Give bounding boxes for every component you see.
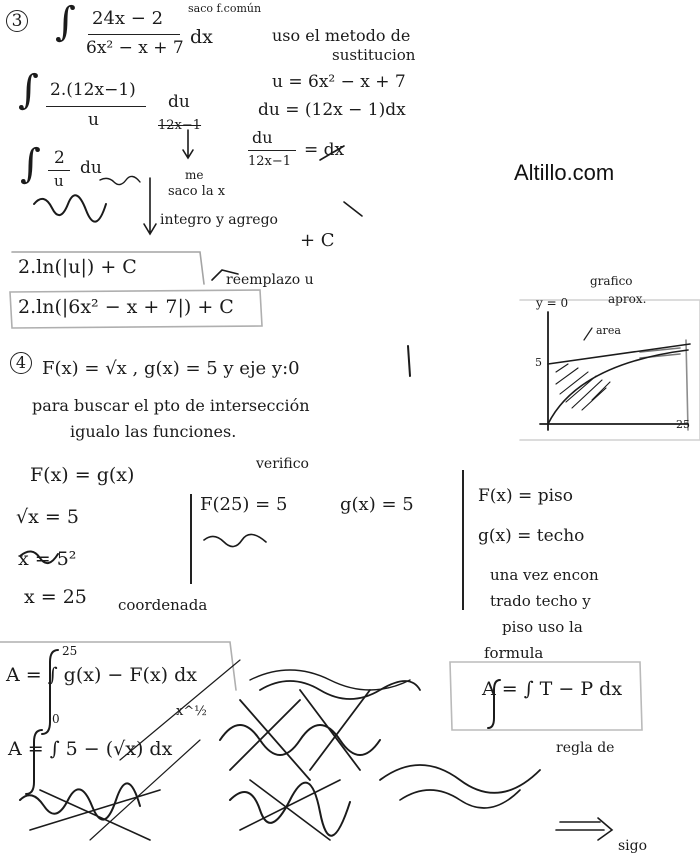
explanation-1: una vez encon [490,566,599,584]
graph-y-tick: 5 [535,356,542,369]
watermark: Altillo.com [514,160,615,185]
step3-constant: + C [300,230,335,251]
lower-limit: 0 [52,712,60,726]
sub-frac-rhs: = dx [304,140,345,160]
step1-strike: 12x−1 [158,118,202,133]
area-formula: A = ∫ T − P dx [482,678,623,700]
step3-note: integro y agrego [160,212,278,228]
graph-area-label: area [596,324,621,337]
piso-definition: F(x) = piso [478,486,573,506]
column-divider [190,494,192,584]
area-step: A = ∫ 5 − (√x) dx [8,738,173,760]
coordinate-note: coordenada [118,596,208,614]
explanation-2: trado techo y [490,592,591,610]
graph-title-1: grafico [590,274,633,288]
integral-sign: ∫ [55,0,76,45]
equation-3: x = 5² [18,548,77,570]
p3-denominator: 6x² − x + 7 [86,38,184,58]
upper-limit: 25 [62,644,78,658]
result-1: 2.ln(|u|) + C [18,256,137,278]
integral-sign: ∫ [18,67,39,113]
explanation-4: formula [484,644,544,662]
problem-3-number: 3 [6,10,28,32]
method-line-2: sustitucion [332,46,416,64]
step1-numerator: 2.(12x−1) [50,80,136,100]
fraction-bar [46,106,146,107]
verify-f: F(25) = 5 [200,494,288,515]
substitution-u: u = 6x² − x + 7 [272,72,406,92]
intersect-line-1: para buscar el pto de intersección [32,396,310,415]
area-integral: A = ∫ g(x) − F(x) dx [6,664,198,686]
step2-du: du [80,158,102,178]
graph-x-tick: 25 [676,418,690,431]
p3-dx: dx [190,26,213,48]
equation-2: √x = 5 [16,506,79,528]
intersect-line-2: igualo las funciones. [70,422,237,441]
step1-denominator: u [88,110,99,130]
step2-denominator: u [54,172,64,190]
final-note: sigo [618,838,648,854]
exponent-half: x^½ [176,704,207,719]
fraction-bar [48,170,70,171]
result-2: 2.ln(|6x² − x + 7|) + C [18,296,234,318]
p3-numerator: 24x − 2 [92,8,164,29]
method-line-1: uso el metodo de [272,26,411,45]
fraction-bar [248,150,296,151]
sub-frac-numerator: du [252,128,273,147]
equation-4: x = 25 [24,586,87,608]
sub-frac-denominator: 12x−1 [248,154,292,169]
regla-note: regla de [556,740,615,756]
fraction-bar [88,34,180,35]
techo-definition: g(x) = techo [478,526,585,546]
note-cancel-2: saco la x [168,184,226,199]
p4-statement: F(x) = √x , g(x) = 5 y eje y:0 [42,358,300,379]
verify-title: verifico [256,456,309,472]
equation-1: F(x) = g(x) [30,464,135,486]
note-factor: saco f.común [188,2,262,15]
substitution-du: du = (12x − 1)dx [258,100,406,120]
note-cancel-1: me [185,168,204,182]
step1-du: du [168,92,190,112]
graph-axis-label: y = 0 [536,296,569,310]
note-replace: reemplazo u [226,272,314,288]
column-divider [462,470,464,610]
graph-title-2: aprox. [608,292,647,306]
problem-4-number: 4 [10,352,32,374]
integral-sign: ∫ [20,141,41,187]
explanation-3: piso uso la [502,618,583,636]
verify-g: g(x) = 5 [340,494,414,515]
step2-numerator: 2 [54,148,65,168]
